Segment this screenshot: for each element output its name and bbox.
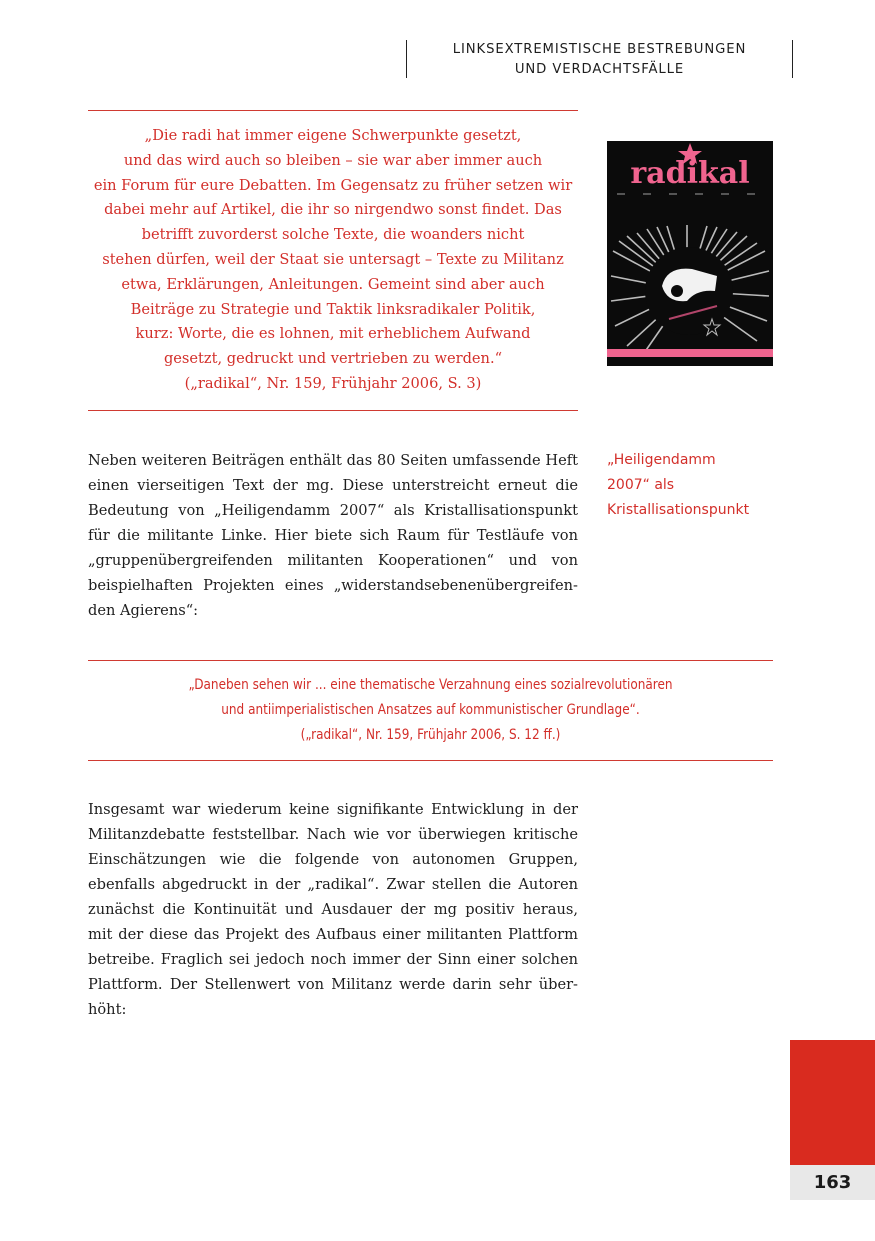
chapter-title-line-1: LINKSEXTREMISTISCHE BESTREBUNGEN	[452, 42, 747, 57]
quote-bottom-rule	[88, 410, 578, 411]
chapter-tab-marker	[790, 1040, 875, 1165]
pull-quote-radikal-editorial	[88, 124, 578, 397]
margin-note-line: Kristallisationspunkt	[607, 501, 750, 518]
quote-line: „Daneben sehen wir ... eine thematische Verzahnung eines sozialrevolutionären	[188, 676, 673, 693]
text-line: den Agierens“:	[88, 602, 199, 619]
quote-top-rule	[88, 110, 578, 111]
body-paragraph-2	[88, 797, 578, 1022]
quote-line: etwa, Erklärungen, Anleitungen. Gemeint sind aber auch	[121, 275, 545, 293]
margin-note-line: „Heiligendamm	[607, 452, 716, 468]
quote-citation: („radikal“, Nr. 159, Frühjahr 2006, S. 12 ff.)	[300, 726, 561, 743]
text-line: „gruppenübergreifenden militanten Kooperationen“ und von	[88, 552, 578, 569]
svg-text:radikal: radikal	[630, 156, 750, 191]
cover-illustration	[607, 141, 773, 366]
radikal-cover-image	[607, 141, 773, 366]
margin-note-line: 2007“ als	[607, 476, 675, 493]
quote-line: stehen dürfen, weil der Staat sie untersagt – Texte zu Militanz	[102, 250, 564, 268]
text-line: höht:	[88, 1001, 127, 1018]
pull-quote-mg	[88, 672, 773, 747]
margin-note	[607, 448, 797, 522]
quote2-top-rule	[88, 660, 773, 661]
quote-line: und das wird auch so bleiben – sie war aber immer auch	[123, 151, 543, 169]
text-line: einen vierseitigen Text der mg. Diese unterstreicht erneut die	[88, 477, 578, 494]
text-line: betreibe. Fraglich sei jedoch noch immer der Sinn einer solchen	[88, 951, 578, 968]
text-line: beispielhaften Projekten eines „widerstandsebenenübergreifen-	[88, 577, 578, 594]
text-line: Einschätzungen wie die folgende von autonomen Gruppen,	[88, 851, 578, 868]
quote-line: betrifft zuvorderst solche Texte, die woanders nicht	[141, 226, 525, 244]
text-line: Militanzdebatte feststellbar. Nach wie vor überwiegen kritische	[88, 826, 578, 843]
quote-line: dabei mehr auf Artikel, die ihr so nirgendwo sonst findet. Das	[104, 201, 562, 219]
text-line: ebenfalls abgedruckt in der „radikal“. Zwar stellen die Autoren	[88, 876, 578, 893]
text-line: für die militante Linke. Hier biete sich Raum für Testläufe von	[88, 527, 578, 544]
quote-line: gesetzt, gedruckt und vertrieben zu werden.“	[163, 350, 503, 368]
quote-line: ein Forum für eure Debatten. Im Gegensatz zu früher setzen wir	[93, 176, 573, 194]
page-number: 163	[790, 1165, 875, 1200]
chapter-title-line-2: UND VERDACHTSFÄLLE	[514, 61, 685, 77]
text-line: Plattform. Der Stellenwert von Militanz werde darin sehr über-	[88, 976, 578, 993]
quote-line: kurz: Worte, die es lohnen, mit erheblichem Aufwand	[135, 325, 531, 343]
quote-line: und antiimperialistischen Ansatzes auf kommunistischer Grundlage“.	[221, 701, 640, 718]
text-line: Insgesamt war wiederum keine signifikante Entwicklung in der	[88, 801, 578, 818]
chapter-title	[407, 40, 792, 79]
running-header	[406, 40, 793, 78]
quote-line: Beiträge zu Strategie und Taktik linksradikaler Politik,	[130, 300, 536, 318]
text-line: Bedeutung von „Heiligendamm 2007“ als Kristallisationspunkt	[88, 502, 578, 519]
text-line: Neben weiteren Beiträgen enthält das 80 Seiten umfassende Heft	[88, 452, 578, 469]
quote-citation: („radikal“, Nr. 159, Frühjahr 2006, S. 3)	[184, 374, 482, 392]
quote-line: „Die radi hat immer eigene Schwerpunkte gesetzt,	[144, 127, 522, 144]
quote2-bottom-rule	[88, 760, 773, 761]
text-line: mit der diese das Projekt des Aufbaus einer militanten Plattform	[88, 926, 578, 943]
text-line: zunächst die Kontinuität und Ausdauer der mg positiv heraus,	[88, 901, 578, 918]
body-paragraph-1	[88, 448, 578, 623]
